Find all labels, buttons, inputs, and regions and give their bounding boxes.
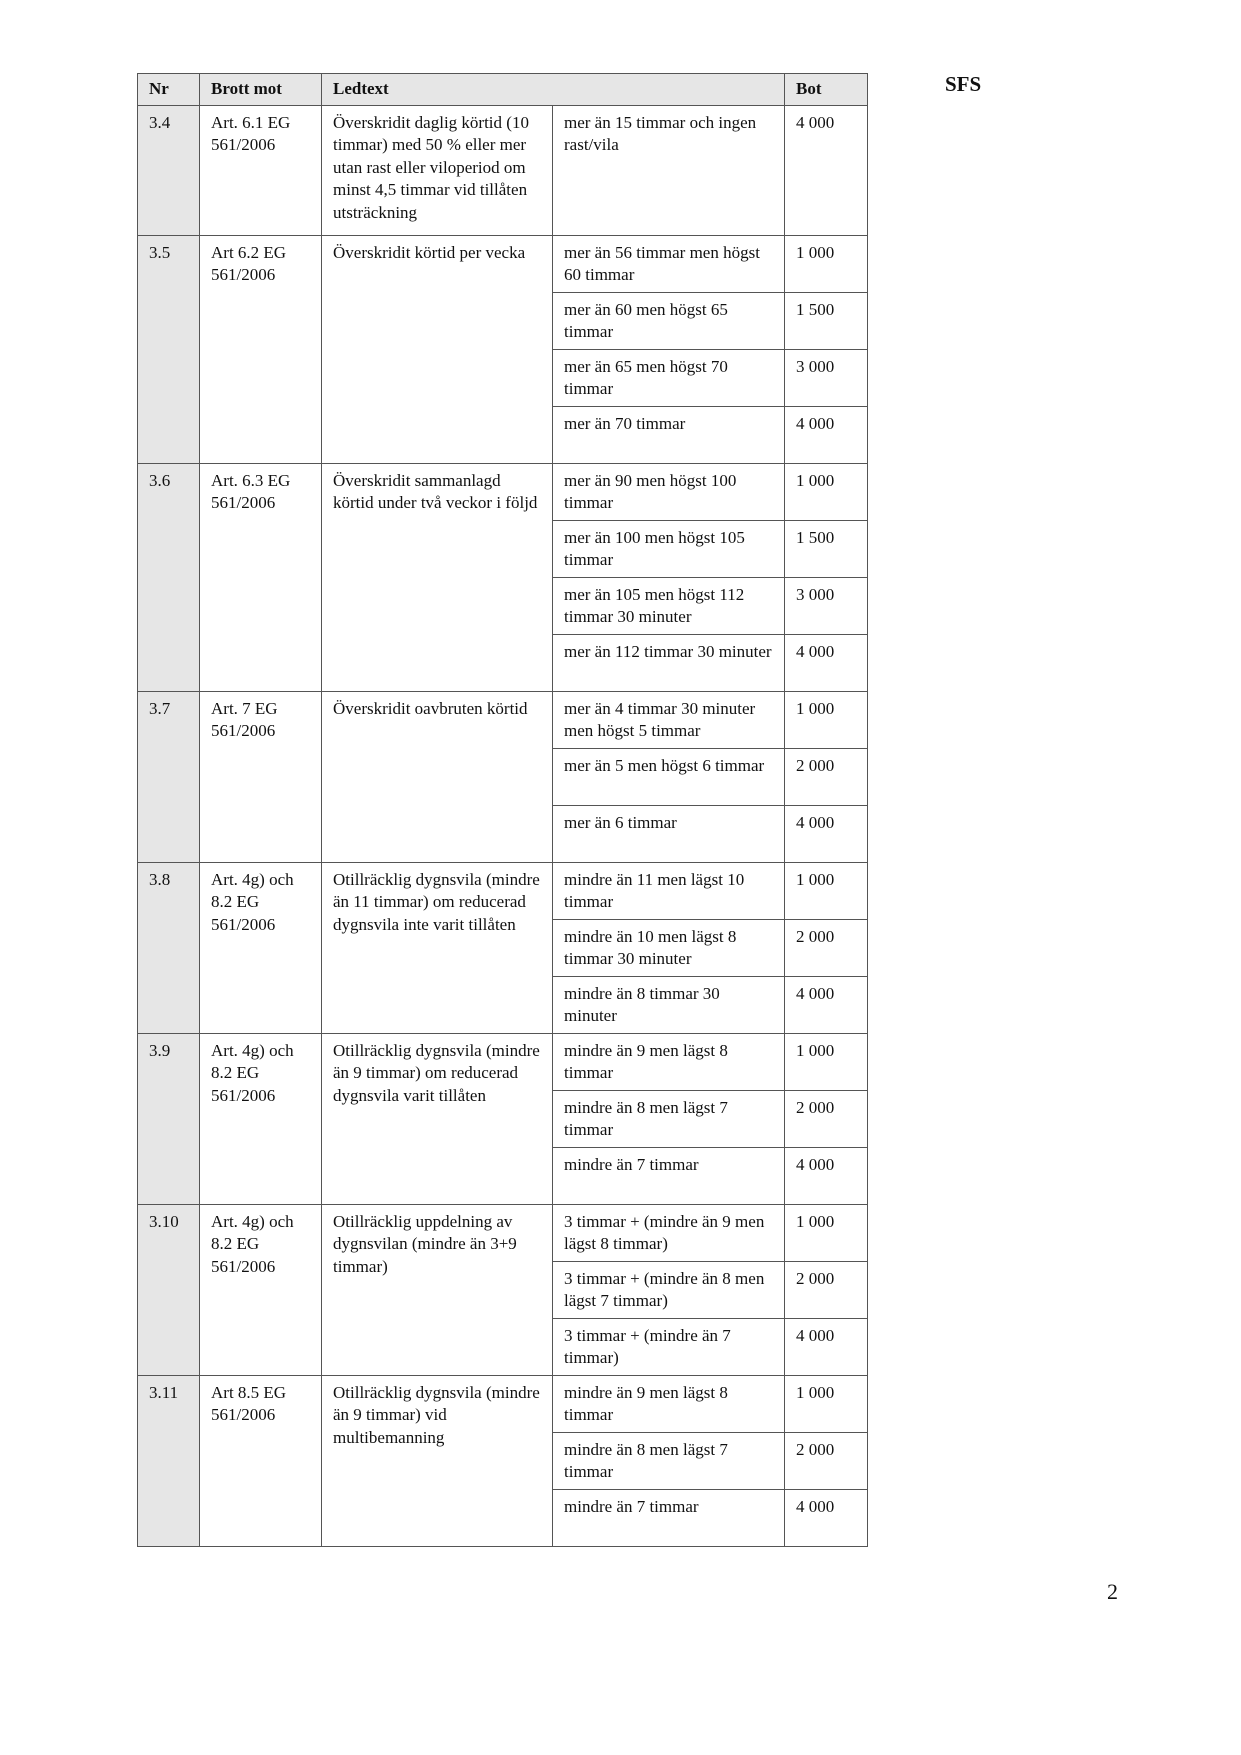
row-ledtext: Otillräcklig dygnsvila (mindre än 9 timmar) om reducerad dygnsvila varit tillåten: [322, 1033, 553, 1204]
row-bot: 4 000: [785, 1147, 868, 1204]
row-condition: mer än 70 timmar: [553, 406, 785, 463]
table-row: [138, 1204, 868, 1261]
row-nr: 3.6: [138, 463, 200, 691]
row-condition: mer än 6 timmar: [553, 805, 785, 862]
row-ledtext: Överskridit körtid per vecka: [322, 235, 553, 463]
row-brott-mot: Art 8.5 EG 561/2006: [200, 1375, 322, 1546]
row-bot: 1 000: [785, 862, 868, 919]
row-ledtext: Otillräcklig dygnsvila (mindre än 9 timmar) vid multibemanning: [322, 1375, 553, 1546]
row-condition: mindre än 7 timmar: [553, 1147, 785, 1204]
table-body: [138, 105, 868, 1546]
row-bot: 2 000: [785, 1090, 868, 1147]
col-header-brott: Brott mot: [200, 74, 322, 106]
table-row: [138, 691, 868, 748]
row-condition: mer än 65 men högst 70 timmar: [553, 349, 785, 406]
row-brott-mot: Art 6.2 EG 561/2006: [200, 235, 322, 463]
row-brott-mot: Art. 6.3 EG 561/2006: [200, 463, 322, 691]
page-number: 2: [1107, 1579, 1118, 1604]
table-row: [138, 862, 868, 919]
row-nr: 3.4: [138, 105, 200, 235]
row-nr: 3.7: [138, 691, 200, 862]
table-row: [138, 463, 868, 520]
row-condition: mer än 105 men högst 112 timmar 30 minuter: [553, 577, 785, 634]
table-row: [138, 105, 868, 235]
row-nr: 3.10: [138, 1204, 200, 1375]
row-condition: mindre än 8 men lägst 7 timmar: [553, 1090, 785, 1147]
header-code: SFS: [945, 72, 982, 96]
row-bot: 1 000: [785, 1204, 868, 1261]
row-bot: 1 000: [785, 1033, 868, 1090]
row-condition: mindre än 7 timmar: [553, 1489, 785, 1546]
row-bot: 1 000: [785, 1375, 868, 1432]
row-ledtext: Otillräcklig uppdelning av dygnsvilan (mindre än 3+9 timmar): [322, 1204, 553, 1375]
row-nr: 3.5: [138, 235, 200, 463]
fine-table: [137, 73, 868, 1547]
row-condition: mer än 15 timmar och ingen rast/vila: [553, 105, 785, 235]
row-condition: 3 timmar + (mindre än 7 timmar): [553, 1318, 785, 1375]
row-condition: mer än 5 men högst 6 timmar: [553, 748, 785, 805]
row-bot: 4 000: [785, 105, 868, 235]
row-condition: mer än 4 timmar 30 minuter men högst 5 timmar: [553, 691, 785, 748]
table-row: [138, 1033, 868, 1090]
row-brott-mot: Art. 4g) och 8.2 EG 561/2006: [200, 1033, 322, 1204]
table-row: [138, 1375, 868, 1432]
row-bot: 4 000: [785, 805, 868, 862]
row-condition: mer än 112 timmar 30 minuter: [553, 634, 785, 691]
row-condition: mer än 100 men högst 105 timmar: [553, 520, 785, 577]
table-header-row: [138, 74, 868, 106]
row-bot: 2 000: [785, 1261, 868, 1318]
row-bot: 1 000: [785, 691, 868, 748]
col-header-ledtext: Ledtext: [322, 74, 785, 106]
row-brott-mot: Art. 4g) och 8.2 EG 561/2006: [200, 862, 322, 1033]
row-condition: mer än 56 timmar men högst 60 timmar: [553, 235, 785, 292]
row-bot: 2 000: [785, 1432, 868, 1489]
row-condition: mer än 60 men högst 65 timmar: [553, 292, 785, 349]
row-brott-mot: Art. 6.1 EG 561/2006: [200, 105, 322, 235]
row-ledtext: Överskridit oavbruten körtid: [322, 691, 553, 862]
row-condition: mindre än 8 men lägst 7 timmar: [553, 1432, 785, 1489]
row-ledtext: Överskridit daglig körtid (10 timmar) med 50 % eller mer utan rast eller viloperiod om minst 4,5 timmar vid tillåten utsträckning: [322, 105, 553, 235]
row-brott-mot: Art. 4g) och 8.2 EG 561/2006: [200, 1204, 322, 1375]
row-condition: mindre än 8 timmar 30 minuter: [553, 976, 785, 1033]
row-nr: 3.11: [138, 1375, 200, 1546]
row-bot: 4 000: [785, 1318, 868, 1375]
row-bot: 3 000: [785, 349, 868, 406]
row-condition: mindre än 9 men lägst 8 timmar: [553, 1375, 785, 1432]
row-nr: 3.8: [138, 862, 200, 1033]
row-ledtext: Överskridit sammanlagd körtid under två veckor i följd: [322, 463, 553, 691]
row-bot: 4 000: [785, 1489, 868, 1546]
row-nr: 3.9: [138, 1033, 200, 1204]
row-condition: mer än 90 men högst 100 timmar: [553, 463, 785, 520]
col-header-nr: Nr: [138, 74, 200, 106]
row-bot: 1 000: [785, 463, 868, 520]
row-bot: 1 500: [785, 292, 868, 349]
row-condition: mindre än 11 men lägst 10 timmar: [553, 862, 785, 919]
row-condition: 3 timmar + (mindre än 9 men lägst 8 timmar): [553, 1204, 785, 1261]
row-condition: 3 timmar + (mindre än 8 men lägst 7 timmar): [553, 1261, 785, 1318]
row-condition: mindre än 10 men lägst 8 timmar 30 minuter: [553, 919, 785, 976]
row-brott-mot: Art. 7 EG 561/2006: [200, 691, 322, 862]
row-bot: 2 000: [785, 748, 868, 805]
row-bot: 3 000: [785, 577, 868, 634]
row-bot: 4 000: [785, 976, 868, 1033]
row-bot: 4 000: [785, 634, 868, 691]
row-condition: mindre än 9 men lägst 8 timmar: [553, 1033, 785, 1090]
table-row: [138, 235, 868, 292]
row-bot: 2 000: [785, 919, 868, 976]
col-header-bot: Bot: [785, 74, 868, 106]
row-bot: 1 000: [785, 235, 868, 292]
row-bot: 1 500: [785, 520, 868, 577]
row-bot: 4 000: [785, 406, 868, 463]
row-ledtext: Otillräcklig dygnsvila (mindre än 11 timmar) om reducerad dygnsvila inte varit tillåten: [322, 862, 553, 1033]
